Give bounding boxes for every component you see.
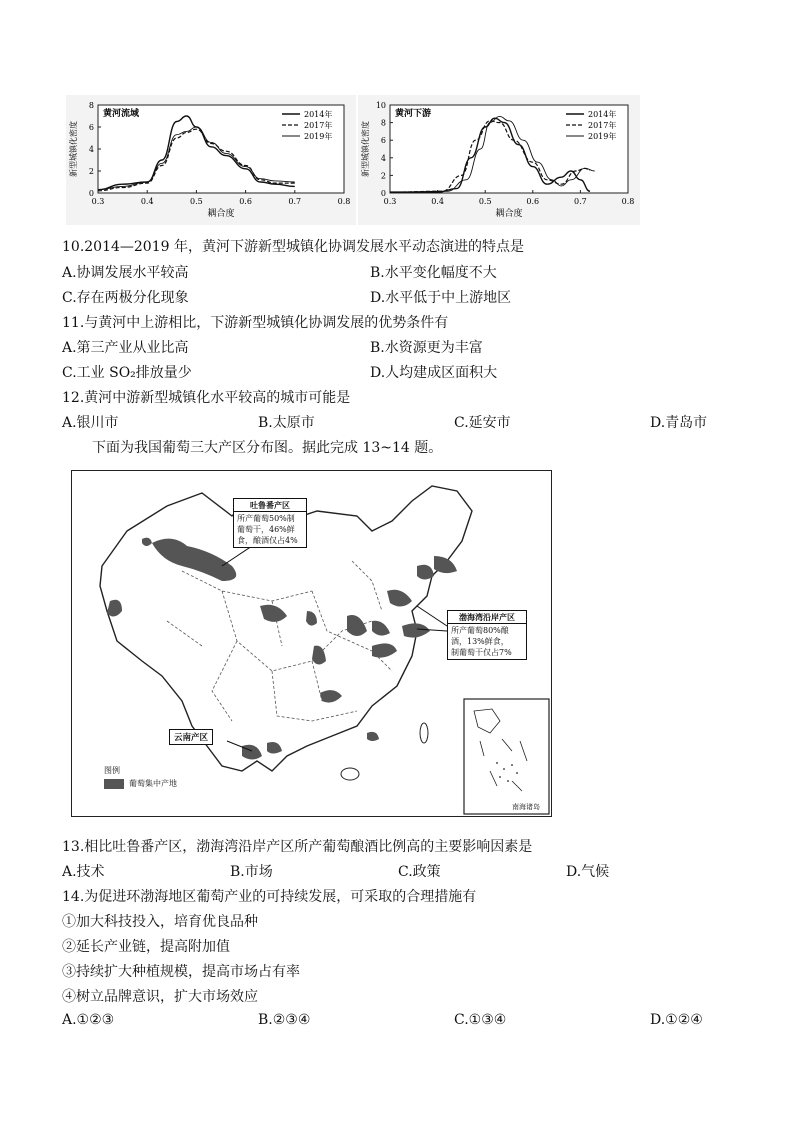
grape-area-shaanxi bbox=[312, 646, 326, 665]
x-tick-label: 0.5 bbox=[190, 197, 203, 206]
q14-item-3: ③持续扩大种植规模，提高市场占有率 bbox=[62, 964, 300, 980]
map-intro: 下面为我国葡萄三大产区分布图。据此完成 13~14 题。 bbox=[92, 440, 443, 456]
q10-option-a: A.协调发展水平较高 bbox=[62, 265, 189, 281]
grape-area-henan bbox=[320, 690, 342, 703]
legend-title: 图例 bbox=[104, 766, 120, 775]
legend-label-0: 2014年 bbox=[588, 110, 617, 119]
x-tick-label: 0.3 bbox=[91, 197, 105, 206]
q10-option-d: D.水平低于中上游地区 bbox=[370, 290, 512, 306]
callout-bohai-title: 渤海湾沿岸产区 bbox=[448, 612, 526, 624]
grape-area-jilin bbox=[434, 556, 457, 573]
y-tick-label: 4 bbox=[380, 153, 386, 163]
q11-option-c: C.工业 SO₂排放量少 bbox=[62, 365, 192, 381]
hainan-island bbox=[341, 768, 359, 780]
q11-option-b: B.水资源更为丰富 bbox=[370, 340, 483, 356]
x-tick-label: 0.4 bbox=[431, 197, 444, 206]
legend-label-2: 2019年 bbox=[588, 132, 617, 141]
chart-title: 黄河下游 bbox=[395, 109, 432, 119]
grape-area-yunnan bbox=[242, 745, 262, 760]
y-tick-label: 10 bbox=[375, 101, 386, 110]
callout-turpan-title: 吐鲁番产区 bbox=[234, 500, 306, 512]
question-10-stem: 10.2014—2019 年，黄河下游新型城镇化协调发展水平动态演进的特点是 bbox=[62, 239, 524, 255]
callout-leader-bohai-1 bbox=[417, 606, 447, 626]
grape-area-liaoning bbox=[417, 565, 434, 580]
y-tick-label: 0 bbox=[380, 189, 386, 198]
q14-option-c: C.①③④ bbox=[454, 1012, 507, 1028]
x-tick-label: 0.3 bbox=[383, 197, 397, 206]
q13-option-b: B.市场 bbox=[230, 864, 273, 880]
y-axis-label: 新型城镇化密度 bbox=[361, 121, 370, 177]
legend-label: 葡萄集中产地 bbox=[129, 779, 177, 788]
legend-label-1: 2017年 bbox=[588, 121, 617, 130]
grape-area-gansu bbox=[260, 605, 287, 622]
y-tick-label: 8 bbox=[380, 118, 386, 128]
grape-area-ningxia bbox=[306, 611, 317, 626]
q11-option-d: D.人均建成区面积大 bbox=[370, 365, 498, 381]
chart-yellow-river-basin bbox=[66, 95, 356, 225]
callout-bohai-line-3: 制葡萄干仅占7% bbox=[451, 648, 512, 657]
legend-label-1: 2017年 bbox=[304, 121, 333, 130]
callout-turpan bbox=[233, 498, 307, 548]
south-china-sea-inset bbox=[464, 699, 549, 814]
x-tick-label: 0.7 bbox=[288, 197, 302, 206]
q10-option-b: B.水平变化幅度不大 bbox=[370, 265, 497, 281]
q11-option-a: A.第三产业从业比高 bbox=[62, 340, 189, 356]
callout-turpan-line-2: 葡萄干，46%鲜 bbox=[237, 525, 295, 534]
question-14-stem: 14.为促进环渤海地区葡萄产业的可持续发展，可采取的合理措施有 bbox=[62, 889, 477, 905]
grape-area-bohai-2 bbox=[402, 623, 430, 637]
callout-bohai-line-1: 所产葡萄80%酿 bbox=[451, 626, 509, 635]
callout-yunnan: 云南产区 bbox=[169, 729, 213, 745]
grape-region-map bbox=[71, 470, 552, 817]
chart-yellow-river-lower bbox=[358, 95, 640, 225]
legend-label-2: 2019年 bbox=[304, 132, 333, 141]
x-axis-label: 耦合度 bbox=[495, 209, 523, 219]
q10-option-c: C.存在两极分化现象 bbox=[62, 290, 189, 306]
x-tick-label: 0.8 bbox=[621, 197, 635, 206]
q13-option-c: C.政策 bbox=[398, 864, 441, 880]
taiwan-island bbox=[420, 723, 428, 743]
grape-area-xinjiang-small bbox=[142, 538, 152, 546]
x-tick-label: 0.6 bbox=[239, 197, 252, 206]
q14-item-1: ①加大科技投入，培育优良品种 bbox=[62, 914, 258, 930]
grape-area-shanxi bbox=[347, 615, 367, 636]
question-12-stem: 12.黄河中游新型城镇化水平较高的城市可能是 bbox=[62, 390, 351, 406]
x-tick-label: 0.7 bbox=[574, 197, 587, 206]
q14-option-b: B.②③④ bbox=[258, 1012, 311, 1028]
grape-area-hebei bbox=[372, 621, 390, 636]
grape-area-hunan bbox=[367, 732, 379, 741]
q14-option-a: A.①②③ bbox=[62, 1012, 115, 1028]
question-13-stem: 13.相比吐鲁番产区，渤海湾沿岸产区所产葡萄酿酒比例高的主要影响因素是 bbox=[62, 839, 533, 855]
x-tick-label: 0.4 bbox=[140, 197, 154, 206]
question-11-stem: 11.与黄河中上游相比，下游新型城镇化协调发展的优势条件有 bbox=[62, 315, 449, 331]
y-tick-label: 6 bbox=[380, 136, 386, 146]
legend-label-0: 2014年 bbox=[304, 110, 333, 119]
grape-area-xinjiang-west bbox=[107, 600, 122, 617]
q12-option-c: C.延安市 bbox=[454, 415, 511, 431]
y-tick-label: 2 bbox=[380, 171, 386, 181]
q12-option-a: A.银川市 bbox=[62, 415, 119, 431]
q12-option-d: D.青岛市 bbox=[650, 415, 708, 431]
y-tick-label: 4 bbox=[88, 145, 94, 154]
x-tick-label: 0.8 bbox=[337, 197, 351, 206]
x-axis-label: 耦合度 bbox=[207, 209, 235, 219]
q14-item-2: ②延长产业链，提高附加值 bbox=[62, 939, 230, 955]
y-axis-label: 新型城镇化密度 bbox=[69, 121, 78, 177]
x-tick-label: 0.5 bbox=[478, 197, 492, 206]
callout-turpan-line-1: 所产葡萄50%制 bbox=[237, 514, 295, 523]
q14-option-d: D.①②④ bbox=[650, 1012, 703, 1028]
chart-panel-left bbox=[66, 95, 356, 225]
q13-option-a: A.技术 bbox=[62, 864, 105, 880]
y-tick-label: 0 bbox=[88, 189, 94, 198]
legend-swatch bbox=[104, 779, 124, 789]
grape-area-yunnan-2 bbox=[267, 742, 282, 754]
y-tick-label: 6 bbox=[88, 123, 94, 132]
q14-item-4: ④树立品牌意识，扩大市场效应 bbox=[62, 989, 258, 1005]
y-tick-label: 8 bbox=[88, 101, 94, 110]
chart-panel-right bbox=[358, 95, 640, 225]
q13-option-d: D.气候 bbox=[566, 864, 610, 880]
inset-label: 南海诸岛 bbox=[512, 803, 540, 811]
callout-bohai bbox=[447, 610, 527, 660]
chart-title: 黄河流域 bbox=[103, 109, 140, 119]
grape-area-bohai-1 bbox=[387, 590, 412, 607]
grape-area-turpan bbox=[152, 539, 236, 581]
province-borders bbox=[167, 561, 392, 721]
q12-option-b: B.太原市 bbox=[258, 415, 315, 431]
callout-bohai-line-2: 酒，13%鲜食， bbox=[451, 637, 509, 646]
grape-area-shandong bbox=[372, 643, 397, 657]
y-tick-label: 2 bbox=[88, 167, 94, 176]
callout-turpan-line-3: 食，酿酒仅占4% bbox=[237, 536, 298, 545]
x-tick-label: 0.6 bbox=[526, 197, 540, 206]
